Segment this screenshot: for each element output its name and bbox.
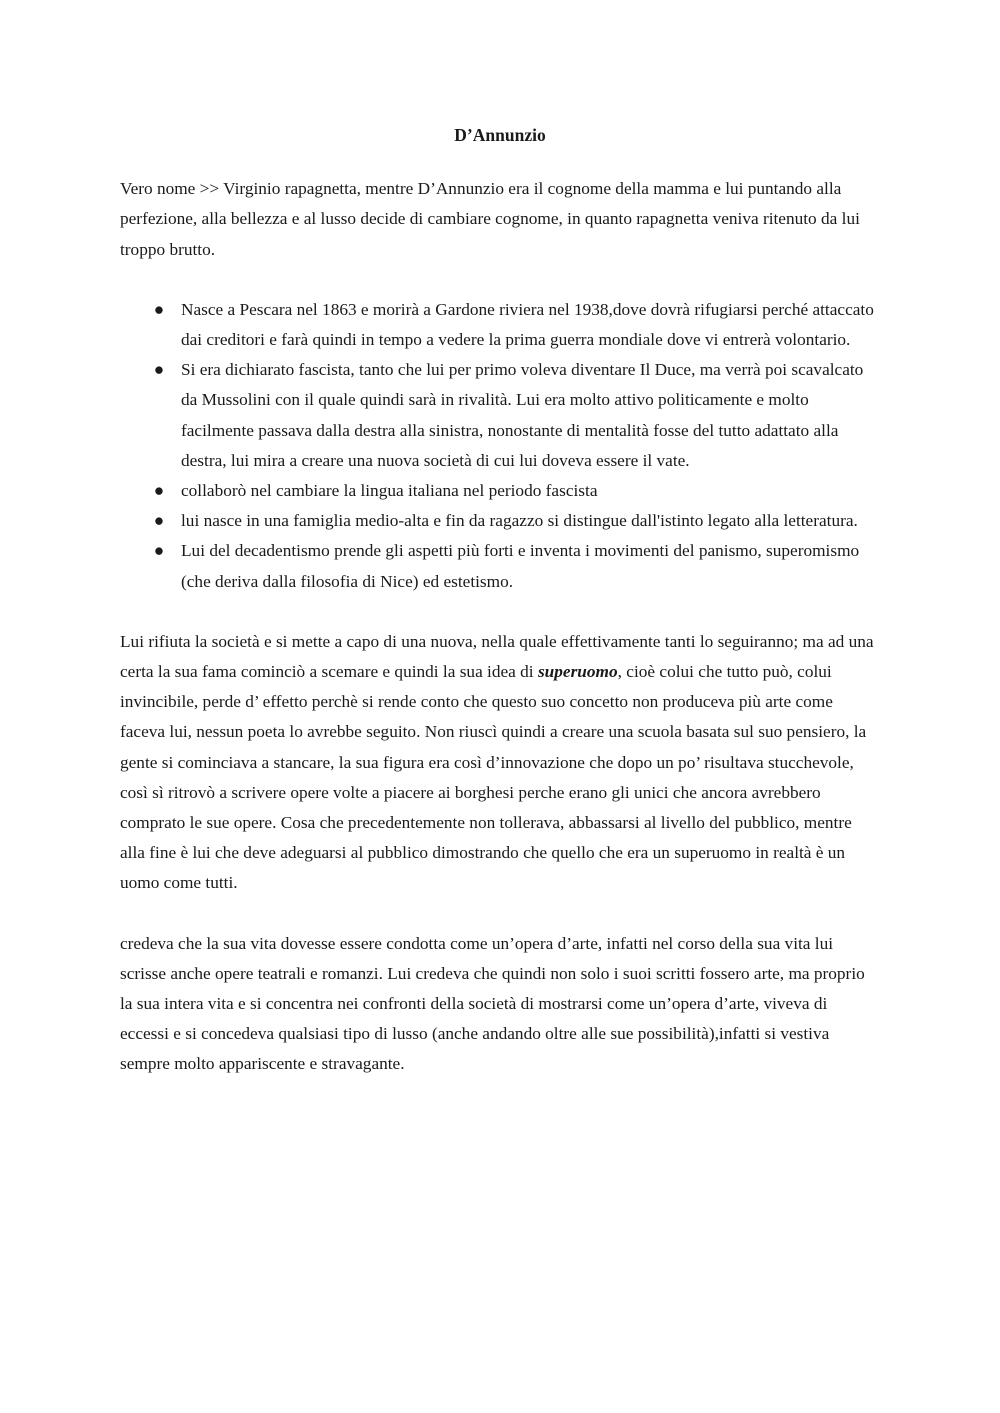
bullet-list xyxy=(120,295,880,597)
list-item-text: collaborò nel cambiare la lingua italiana nel periodo fascista xyxy=(181,481,598,501)
list-item xyxy=(120,355,880,476)
list-item-text: Lui del decadentismo prende gli aspetti più forti e inventa i movimenti del panismo, superomismo (che deriva dalla filosofia di Nice) ed estetismo. xyxy=(181,541,860,591)
intro-paragraph: Vero nome >> Virginio rapagnetta, mentre D’Annunzio era il cognome della mamma e lui puntando alla perfezione, alla bellezza e al lusso decide di cambiare cognome, in quanto rapagnetta veniva ritenuto da lui troppo brutto. xyxy=(120,179,860,259)
bullet-icon: ● xyxy=(153,511,165,531)
bullet-icon: ● xyxy=(153,299,165,319)
bullet-icon: ● xyxy=(153,360,165,380)
list-item-text: lui nasce in una famiglia medio-alta e fin da ragazzo si distingue dall'istinto legato alla letteratura. xyxy=(181,511,858,531)
list-item xyxy=(120,476,880,506)
superuomo-paragraph-end: , cioè colui che tutto può, colui invincibile, perde d’ effetto perchè si rende conto che questo suo concetto non produceva più arte come faceva lui, nessun poeta lo avrebbe seguito. Non riuscì quindi a creare una scuola basata sul suo pensiero, la gente si cominciava a stancare, la sua figura era così d’innovazione che dopo un po’ risultava stucchevole, così sì ritrovò a scrivere opere volte a piacere ai borghesi perche erano gli unici che ancora avrebbero comprato le sue opere. Cosa che precedentemente non tollerava, abbassarsi al livello del pubblico, mentre alla fine è lui che deve adeguarsi al pubblico dimostrando che quello che era un superuomo in realtà è un uomo come tutti. xyxy=(120,662,867,893)
superuomo-paragraph-start: Lui rifiuta la società e si mette a capo di una nuova, nella quale effettivamente tanti lo seguiranno; ma ad una certa la sua fama cominciò a scemare e quindi la sua idea di xyxy=(120,631,874,682)
list-item xyxy=(120,536,880,596)
list-item xyxy=(120,506,880,536)
list-item-text: Nasce a Pescara nel 1863 e morirà a Gardone riviera nel 1938,dove dovrà rifugiarsi perché attaccato dai creditori e farà quindi in tempo a vedere la prima guerra mondiale dove vi entrerà volontario. xyxy=(181,299,874,350)
list-item xyxy=(120,295,880,355)
superuomo-emphasis: superuomo xyxy=(537,662,618,682)
superuomo-paragraph xyxy=(120,627,880,899)
bullet-icon: ● xyxy=(153,481,165,501)
art-life-paragraph: credeva che la sua vita dovesse essere condotta come un’opera d’arte, infatti nel corso della sua vita lui scrisse anche opere teatrali e romanzi. Lui credeva che quindi non solo i suoi scritti fossero arte, ma proprio la sua intera vita e si concentra nei confronti della società di mostrarsi come un’opera d’arte, viveva di eccessi e si concedeva qualsiasi tipo di lusso (anche andando oltre alle sue possibilità),infatti si vestiva sempre molto appariscente e stravagante. xyxy=(120,933,865,1074)
document-title: D’Annunzio xyxy=(454,125,546,145)
list-item-text: Si era dichiarato fascista, tanto che lui per primo voleva diventare Il Duce, ma verrà poi scavalcato da Mussolini con il quale quindi sarà in rivalità. Lui era molto attivo politicamente e molto facilmente passava dalla destra alla sinistra, nonostante di mentalità fosse del tutto adattato alla destra, lui mira a creare una nuova società di cui lui doveva essere il vate. xyxy=(181,360,864,470)
bullet-icon: ● xyxy=(153,541,165,561)
document-page xyxy=(120,120,880,1080)
